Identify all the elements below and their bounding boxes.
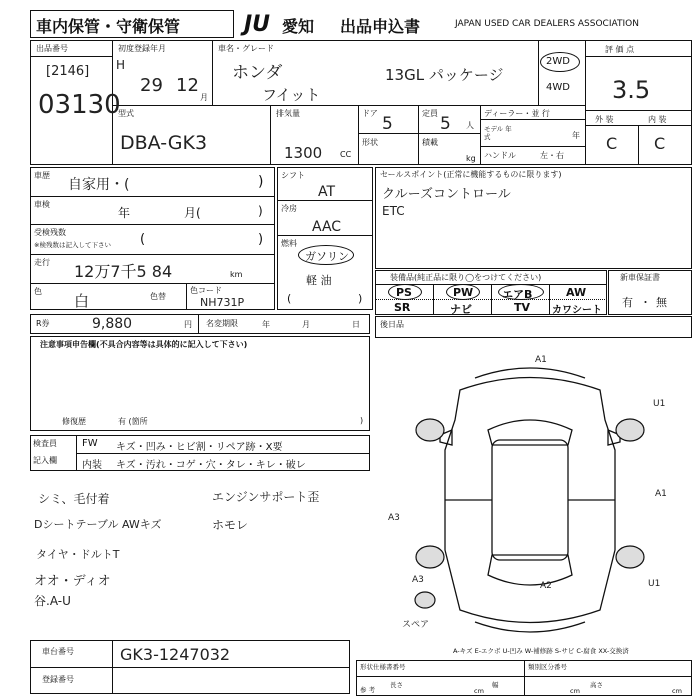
equip-seat: カワシート xyxy=(552,305,602,316)
mark-rear: A2 xyxy=(540,581,552,591)
spare-label: スペア xyxy=(402,620,430,630)
spec-unit-1: cm xyxy=(474,687,484,695)
registration-month-unit: 月 xyxy=(200,93,208,102)
lot-label: 出品番号 xyxy=(36,44,68,53)
name-change-year: 年 xyxy=(262,320,270,329)
registration-era: H xyxy=(116,58,126,72)
mileage-unit: km xyxy=(230,270,243,279)
drive-opt1: 2WD xyxy=(546,56,570,67)
mark-left-door: A3 xyxy=(388,513,400,523)
page-title: 出品申込書 xyxy=(340,17,421,36)
capacity-value: 5 xyxy=(440,114,451,134)
spec-item2: 類別区分番号 xyxy=(528,663,567,671)
history-table xyxy=(30,167,275,310)
model-year-unit: 年 xyxy=(572,131,580,140)
doc-type: 車内保管・守衛保管 xyxy=(36,17,181,36)
color-value: 白 xyxy=(74,292,90,310)
color-swap-label: 色替 xyxy=(150,292,166,301)
notes-label: 注意事項申告欄(不具合内容等は具体的に記入して下さい) xyxy=(40,340,248,349)
color-code: NH731P xyxy=(200,296,245,309)
after-sale-box xyxy=(375,316,692,338)
warranty-label: 新車保証書 xyxy=(620,273,660,282)
rating-score: 3.5 xyxy=(612,76,651,104)
spec-length: 長さ xyxy=(390,681,403,689)
equip-pw: PW xyxy=(453,286,474,299)
association-name: JAPAN USED CAR DEALERS ASSOCIATION xyxy=(455,19,639,29)
drive-opt2: 4WD xyxy=(546,82,570,93)
model-year-label: モデル 年式 xyxy=(484,125,512,141)
fuel-label: 燃料 xyxy=(281,239,297,248)
equip-airbag: エアB xyxy=(502,288,533,301)
spec-height: 高さ xyxy=(590,681,603,689)
mileage-value: 12万7千5 84 xyxy=(74,262,173,281)
mark-front: A1 xyxy=(535,355,547,365)
insp-note-5: タイヤ・ドルトT xyxy=(36,548,120,561)
rating-label: 評 価 点 xyxy=(605,45,635,54)
spec-width: 幅 xyxy=(492,681,499,689)
model-code-label: 型式 xyxy=(118,109,134,118)
model-code-value: DBA-GK3 xyxy=(120,132,208,154)
interior-items: キズ・汚れ・コゲ・穴・タレ・キレ・破レ xyxy=(116,460,306,471)
car-model: フイット xyxy=(262,86,321,104)
usage-value: 自家用・( xyxy=(68,177,130,193)
spec-item1: 形状仕様書番号 xyxy=(360,663,406,671)
diagram-legend: A-キズ E-エクボ U-凹み W-補修跡 S-サビ C-腐食 XX-交換済 xyxy=(453,647,629,655)
color-label: 色 xyxy=(34,287,42,296)
name-change-label: 名変期限 xyxy=(206,319,238,328)
interior-label: 内 装 xyxy=(648,115,667,124)
color-code-label: 色コード xyxy=(190,286,222,295)
exterior-label: 外 装 xyxy=(595,115,614,124)
shift-label: シフト xyxy=(281,171,305,180)
inspector-label: 検査員 xyxy=(33,439,57,448)
recycle-label: R券 xyxy=(36,319,50,328)
equip-aw: AW xyxy=(566,286,587,299)
spec-unit-3: cm xyxy=(672,687,682,695)
shaken-month: 月( xyxy=(184,206,201,220)
warranty-sep: ・ xyxy=(640,296,651,309)
remaining-label: 受検残数 xyxy=(34,228,66,237)
fw-label: FW xyxy=(82,438,98,449)
registration-month: 12 xyxy=(176,75,199,96)
aircon-value: AAC xyxy=(312,219,342,235)
after-sale-label: 後日品 xyxy=(380,320,404,329)
aircon-label: 冷房 xyxy=(281,204,297,213)
equip-navi: ナビ xyxy=(450,303,472,316)
spec-remark: 参 考 xyxy=(360,686,376,694)
ju-logo: JU xyxy=(244,12,271,37)
usage-close: ) xyxy=(258,174,264,190)
shift-value: AT xyxy=(318,184,336,200)
mark-rear-right: U1 xyxy=(648,579,661,589)
warranty-no: 無 xyxy=(656,296,667,309)
insp-note-7: 谷.A-U xyxy=(34,594,71,608)
shaken-label: 車検 xyxy=(34,200,50,209)
mark-front-right: U1 xyxy=(653,399,666,409)
doors-label: ドア xyxy=(362,109,378,118)
load-label: 積載 xyxy=(422,138,438,147)
capacity-label: 定員 xyxy=(422,109,438,118)
org-name: 愛知 xyxy=(282,17,315,36)
selling-points-label: セールスポイント(正常に機能するものに限ります) xyxy=(380,170,562,179)
chassis-value: GK3-1247032 xyxy=(120,645,231,664)
mark-right: A1 xyxy=(655,489,667,499)
doors-value: 5 xyxy=(382,114,393,134)
repair-label: 修復歴 xyxy=(62,417,86,426)
car-make: ホンダ xyxy=(232,63,283,83)
insp-note-2: エンジンサポート歪 xyxy=(212,490,320,504)
registration-year: 29 xyxy=(140,75,163,96)
repair-close: ) xyxy=(360,416,364,425)
warranty-yes: 有 xyxy=(622,296,633,309)
insp-note-4: ホモレ xyxy=(212,518,249,532)
reg-number-label: 登録番号 xyxy=(42,675,74,684)
repair-value: 有 (箇所 xyxy=(118,417,148,426)
displacement-unit: CC xyxy=(340,150,352,159)
shaken-close: ) xyxy=(258,204,263,218)
mark-rear-left: A3 xyxy=(412,575,424,585)
remaining-open: ( xyxy=(140,232,146,247)
body-shape-label: 形状 xyxy=(362,138,378,147)
form-label: 記入欄 xyxy=(33,456,57,465)
fw-items: キズ・凹み・ヒビ割・リペア跡・X要 xyxy=(116,442,283,453)
equip-tv: TV xyxy=(514,301,531,314)
interior-value: C xyxy=(654,134,666,153)
fuel-open: ( xyxy=(287,292,292,305)
lot-sub-number: [2146] xyxy=(46,64,90,79)
displacement-value: 1300 xyxy=(284,144,323,162)
fuel-gas: ガソリン xyxy=(305,250,349,263)
capacity-unit: 人 xyxy=(466,121,474,130)
equip-sr: SR xyxy=(394,301,411,314)
name-change-day: 日 xyxy=(352,320,360,329)
insp-note-6: オオ・ディオ xyxy=(34,574,111,589)
insp-note-1: シミ、毛付着 xyxy=(38,492,110,506)
remaining-note: ※検残数は記入して下さい xyxy=(34,241,111,249)
interior-insp-label: 内装 xyxy=(82,460,102,471)
recycle-unit: 円 xyxy=(184,320,192,329)
mileage-label: 走行 xyxy=(34,258,50,267)
recycle-value: 9,880 xyxy=(92,316,133,332)
recycle-box xyxy=(30,314,370,334)
car-label: 車名・グレード xyxy=(218,44,274,53)
handle-label: ハンドル xyxy=(484,151,516,160)
car-grade: 13GL パッケージ xyxy=(385,66,504,84)
exterior-value: C xyxy=(606,134,618,153)
load-unit: kg xyxy=(466,154,476,163)
shaken-year: 年 xyxy=(118,206,131,220)
selling-point-1: クルーズコントロール xyxy=(382,187,511,202)
equipment-label: 装備品(純正品に限り◯をつけてください) xyxy=(390,273,542,282)
car-diagram xyxy=(388,350,667,640)
remaining-close: ) xyxy=(258,232,264,247)
dealer-label: ディーラー・並 行 xyxy=(484,109,550,118)
name-change-month: 月 xyxy=(302,320,310,329)
insp-note-3: Dシートテーブル AWキズ xyxy=(34,518,162,531)
equip-ps: PS xyxy=(396,286,412,299)
selling-point-2: ETC xyxy=(382,204,405,218)
usage-label: 車歴 xyxy=(34,171,50,180)
lot-number: 03130 xyxy=(38,90,121,120)
fuel-diesel: 軽 油 xyxy=(306,274,332,287)
chassis-label: 車台番号 xyxy=(42,647,74,656)
displacement-label: 排気量 xyxy=(276,109,300,118)
registration-label: 初度登録年月 xyxy=(118,44,166,53)
fuel-close: ) xyxy=(358,292,363,305)
spec-unit-2: cm xyxy=(570,687,580,695)
handle-opts: 左・右 xyxy=(540,151,564,160)
